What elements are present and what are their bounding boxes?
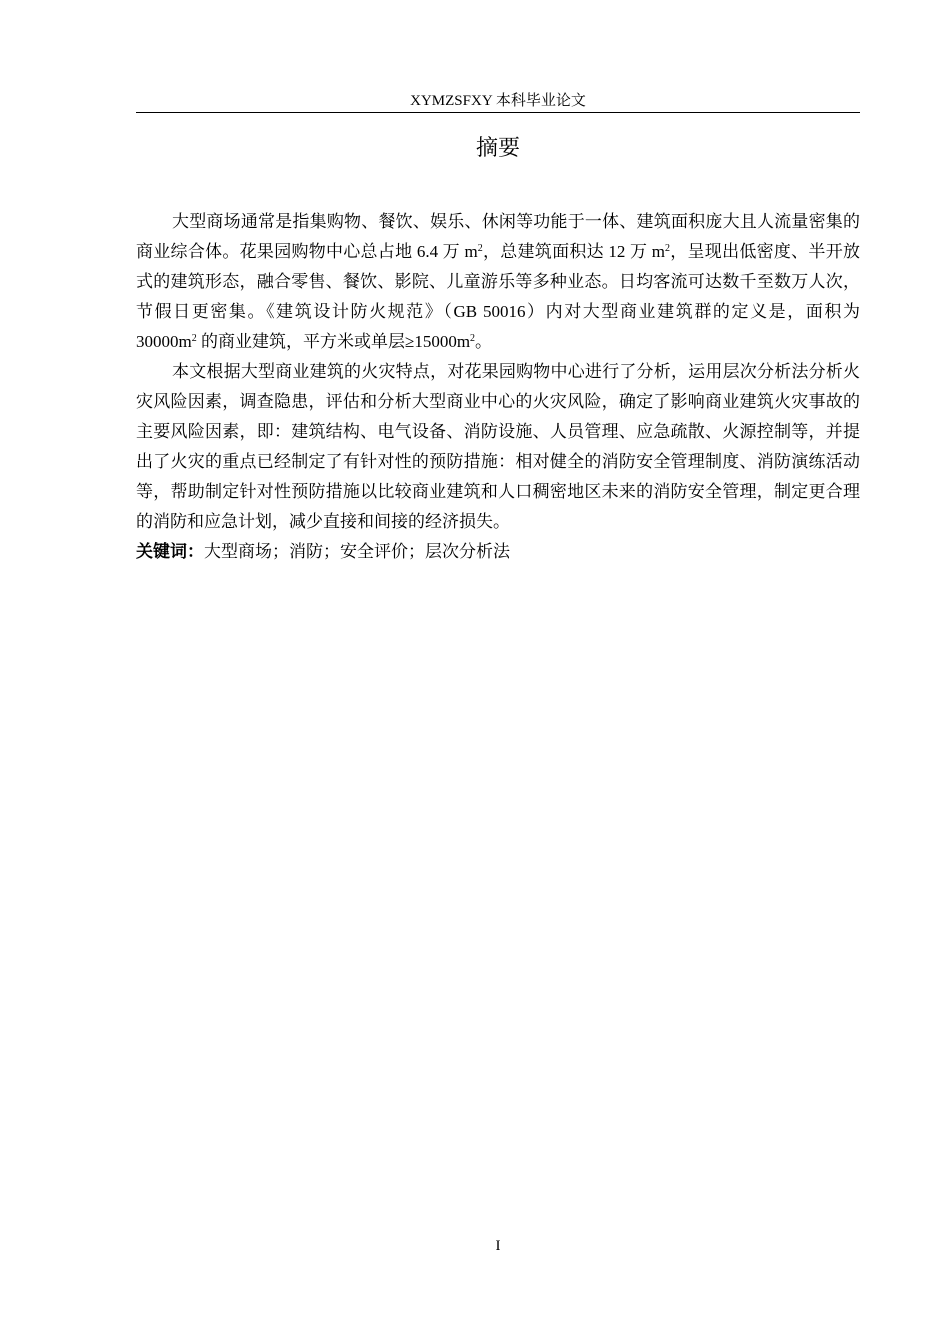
superscript: 2 [470,333,476,344]
superscript: 2 [664,243,670,254]
paragraph-1-text-a: 大型商场通常是指集购物、餐饮、娱乐、休闲等功能于一体、建筑面积庞大且人流量密集的商业综合体。花果园购物中心总占地 6.4 万 m [136,212,860,261]
keywords-label: 关键词： [136,542,204,562]
keywords-line [136,537,860,567]
running-header: XYMZSFXY 本科毕业论文 [410,93,586,109]
keywords-value: 大型商场；消防；安全评价；层次分析法 [204,542,510,561]
paragraph-1-text-e: 。 [475,332,493,351]
abstract-body [136,207,860,567]
abstract-paragraph-1 [136,207,860,357]
page-number: I [495,1238,501,1254]
superscript: 2 [477,243,483,254]
page-title: 摘要 [475,136,520,161]
header-divider [136,112,860,113]
paragraph-1-text-b: ，总建筑面积达 12 万 m [482,242,665,261]
abstract-paragraph-2: 本文根据大型商业建筑的火灾特点，对花果园购物中心进行了分析，运用层次分析法分析火灾风险因素，调查隐患，评估和分析大型商业中心的火灾风险，确定了影响商业建筑火灾事故的主要风险因素，即：建筑结构、电气设备、消防设施、人员管理、应急疏散、火源控制等，并提出了火灾的重点已经制定了有针对性的预防措施：相对健全的消防安全管理制度、消防演练活动等，帮助制定针对性预防措施以比较商业建筑和人口稠密地区未来的消防安全管理，制定更合理的消防和应急计划，减少直接和间接的经济损失。 [136,362,860,531]
paragraph-1-text-d: 的商业建筑，平方米或单层≥15000m [196,332,471,351]
superscript: 2 [191,333,197,344]
paragraph-1-text-c: ，呈现出低密度、半开放式的建筑形态，融合零售、餐饮、影院、儿童游乐等多种业态。日均客流可达数千至数万人次，节假日更密集。《建筑设计防火规范》（GB 50016）内对大型商业建筑群的定义是，面积为 30000m [136,242,860,351]
